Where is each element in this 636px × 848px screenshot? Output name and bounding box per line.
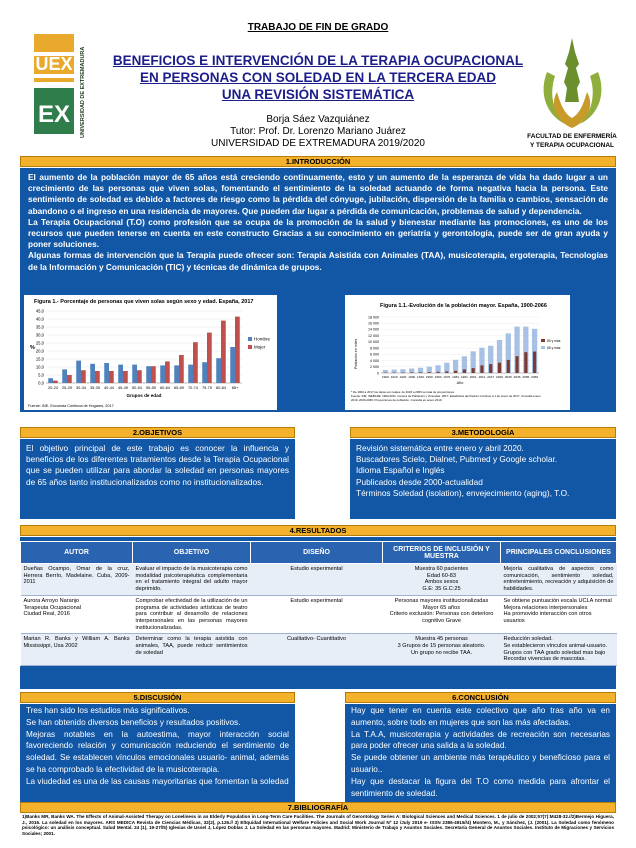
col-header-autor: AUTOR xyxy=(21,542,133,564)
bar-series-0 xyxy=(472,368,475,373)
y-tick-label: 25,0 xyxy=(35,340,44,346)
metodologia-line-4: Publicados desde 2000-actualidad xyxy=(356,476,483,487)
x-tick-label: 2056 xyxy=(522,375,530,379)
bar-series-0 xyxy=(533,352,536,373)
uex-logo-text: UNIVERSIDAD DE EXTREMADURA xyxy=(80,46,86,138)
x-tick-label: 80-84 xyxy=(216,385,226,390)
x-tick-label: 40-44 xyxy=(104,385,114,390)
bar-hombre xyxy=(188,365,193,383)
chart1-source: Fuente: INE. Encuesta Continua de Hogares, 2017 xyxy=(28,404,114,408)
legend-label: 80 y más xyxy=(547,339,561,343)
bar-hombre xyxy=(90,364,95,383)
bar-series-0 xyxy=(436,372,439,373)
bar-series-0 xyxy=(428,372,431,373)
uex-logo-letter-u: UEX xyxy=(35,54,73,74)
conclusion-line-2: La T.A.A, musicoterapia y actividades de recreación son necesarias para poder ofrecer una salida a la soledad. xyxy=(351,729,610,751)
x-tick-label: 1991 xyxy=(460,375,468,379)
bar-hombre xyxy=(132,365,137,383)
bar-mujer xyxy=(193,342,198,383)
discusion-line-3: Mejoras notables en la autoestima, mayor interacción social favoreciendo relación y comunicación reduciendo el sentimiento de soledad. Se establecen vínculos emocionales usuario- animal, además se ha comprobado la efectividad de la musicoterapia. xyxy=(26,729,289,774)
y-axis-label: % xyxy=(30,345,35,351)
y-tick-label: 0,0 xyxy=(38,380,44,386)
bar-mujer xyxy=(95,371,100,383)
table-row xyxy=(21,595,617,634)
x-tick-label: 2017 xyxy=(487,375,495,379)
x-tick-label: 20-24 xyxy=(48,385,58,390)
metodologia-line-3: Idioma Español e Inglés xyxy=(356,465,445,476)
conclusion-line-4: Hay que destacar la figura del T.O como medida para afrontar el sentimiento de soledad. xyxy=(351,776,610,798)
bar-mujer xyxy=(221,321,226,383)
y-tick-label: 20,0 xyxy=(35,348,44,354)
legend-label: 65 y más xyxy=(547,346,561,350)
thesis-label: TRABAJO DE FIN DE GRADO xyxy=(247,22,389,33)
x-tick-label: 70-74 xyxy=(188,385,198,390)
university-year: UNIVERSIDAD DE EXTREMADURA 2019/2020 xyxy=(211,138,425,149)
bar-mujer xyxy=(137,370,142,383)
x-tick-label: 2046 xyxy=(513,375,521,379)
bar-series-1 xyxy=(392,370,397,373)
chart2-note: Fuente: INE: INEBASE: 1900-2011: Censos de Población y Viviendas. 2017: Estadística del Padrón Continuo a 1 de enero de 2017. Consulta enero xyxy=(351,394,541,398)
y-tick-label: 35,0 xyxy=(35,324,44,330)
metodologia-text xyxy=(350,439,616,502)
x-tick-label: 1920 xyxy=(399,375,407,379)
col-header-conclusiones: PRINCIPALES CONCLUSIONES xyxy=(501,542,617,564)
x-tick-label: 1970 xyxy=(443,375,451,379)
x-tick-label: 1960 xyxy=(434,375,442,379)
uex-logo-letters: EX xyxy=(37,101,71,128)
cell-criterios: Personas mayores institucionalizadas Mayor 65 años Criterio exclusión: Personas con deterioro cognitivo Grave xyxy=(383,595,501,634)
poster-title xyxy=(100,52,536,103)
intro-section-title: 1.INTRODUCCIÓN xyxy=(20,156,616,167)
poster-header xyxy=(0,0,636,152)
y-tick-label: 45,0 xyxy=(35,308,44,314)
x-tick-label: 2001 xyxy=(469,375,477,379)
y-tick-label: 2 000 xyxy=(370,365,379,370)
intro-paragraph-1: El aumento de la población mayor de 65 años está creciendo continuamente, esto y un aumento de la esperanza de vida ha dado lugar a un crecimiento de las personas que viven solas, fomentando el sentimiento de la soledad actuando de forma negativa hacia la persona. Este sentimiento de soledad es debido a factores de riesgo como la pérdida del cónyuge, jubilación, dispersión de la familia o cambios, sensación de abandono o el ingreso en una residencia de mayores. Que pueden dar lugar a pérdida de comunicación, problemas de salud y dependencia. xyxy=(28,172,608,216)
y-tick-label: 6 000 xyxy=(370,352,379,357)
x-axis-label: Año xyxy=(456,381,464,385)
bar-series-0 xyxy=(498,363,501,373)
bar-hombre xyxy=(230,347,235,383)
bar-mujer xyxy=(53,381,58,383)
chart2-note: * De 1900 a 2017 los datos son reales; de 2026 a 2066 se trata de proyecciones. xyxy=(351,390,455,394)
x-tick-label: 2066 xyxy=(531,375,539,379)
y-tick-label: 16 000 xyxy=(368,321,379,326)
x-tick-label: 2026 xyxy=(496,375,503,379)
intro-text xyxy=(20,168,616,277)
y-tick-label: 14 000 xyxy=(368,327,379,332)
bar-hombre xyxy=(118,365,123,383)
x-tick-label: 1950 xyxy=(425,375,433,379)
author-name: Borja Sáez Vazquiánez xyxy=(266,114,370,125)
cell-autor: Aurora Arroyo Naranjo Terapeuta Ocupacional Ciudad Real, 2016 xyxy=(21,595,133,634)
bar-series-0 xyxy=(445,371,448,373)
x-tick-label: 85+ xyxy=(231,385,239,390)
legend-swatch xyxy=(248,345,252,349)
cell-objetivo: Evaluar el impacto de la musicoterapia como modalidad psicoterapéutica complementaria en el tratamiento integral del adulto mayor deprimido. xyxy=(133,564,251,596)
bar-series-1 xyxy=(435,365,440,373)
table-row xyxy=(21,564,617,596)
x-tick-label: 65-69 xyxy=(174,385,184,390)
y-tick-label: 10,0 xyxy=(35,364,44,370)
resultados-section-title: 4.RESULTADOS xyxy=(20,525,616,536)
bar-hombre xyxy=(146,366,151,383)
bar-hombre xyxy=(48,378,53,383)
x-tick-label: 55-59 xyxy=(146,385,156,390)
bibliografia-text: 1)Banks MR, Banks WA. The Effects of Animal-Assisted Therapy on Loneliness in an Elderly Population in Long-Term Care Facilities. The Journals of Gerontology Series A: Biological Sciences and Medical Sciences. 1 de julio de 2002;57(7):M428-32.//2)Bermejo Higuera, J., 2016. La soledad en los mayores. ARS MEDICA Revista de Ciencias Médicas, 32(2), p.126.// 3) Eltquidad International Welfare Policies and Social Work Journal Nº 12 /July 2019 e- ISSN 2386-4915//4) Montero, M., y Sánchez, (J. (2001). La Soledad como fenómeno psicológico: un análisis conceptual. Salud Mental. 24 (1), 19-27//5) Iglesias de Ussel J, López Doblas J. La Soledad en las personas mayores. Madrid: Ministerio de Trabajo y Asuntos Sociales. Secretaría General de Asuntos Sociales. Instituto de Migraciones y Servicios Sociales; 2001. xyxy=(20,813,616,841)
bar-mujer xyxy=(81,370,86,383)
bar-mujer xyxy=(123,371,128,383)
metodologia-line-5: Términos Soledad (isolation), envejecimiento (aging), T.O. xyxy=(356,487,570,498)
metodologia-line-2: Buscadores Scielo, Dialnet, Pubmed y Google scholar. xyxy=(356,454,558,465)
bar-series-0 xyxy=(454,371,457,373)
conclusion-panel xyxy=(345,704,616,802)
title-line-1: BENEFICIOS E INTERVENCIÓN DE LA TERAPIA OCUPACIONAL xyxy=(112,53,524,68)
x-tick-label: 2011 xyxy=(478,375,486,379)
bar-series-0 xyxy=(419,372,422,373)
bar-hombre xyxy=(216,358,221,383)
x-tick-label: 2036 xyxy=(504,375,512,379)
faculty-line-2: Y TERAPIA OCUPACIONAL xyxy=(529,142,615,149)
intro-paragraph-3: Algunas formas de intervención que la Terapia puede ofrecer son: Terapia Asistida con Animales (TAA), musicoterapia, ergoterapia, Tecnologías de la Información y Comunicación (TIC) y técnicas de dinámica de grupos. xyxy=(28,250,608,272)
cell-conclusiones: Se obtiene puntuación escala UCLA normal Mejora relaciones interpersonales Ha promovido interacción con otros usuarios xyxy=(501,595,617,634)
bar-series-1 xyxy=(383,370,388,373)
bar-hombre xyxy=(160,365,165,383)
discusion-section-title: 5.DISCUSIÓN xyxy=(20,692,295,703)
col-header-criterios: CRITERIOS DE INCLUSIÓN Y MUESTRA xyxy=(383,542,501,564)
conclusion-line-1: Hay que tener en cuenta este colectivo que año tras año va en aumento, sobre todo en mujeres que son las más afectadas. xyxy=(351,706,610,727)
title-line-3: UNA REVISIÓN SISTEMÁTICA xyxy=(221,87,415,102)
col-header-objetivo: OBJETIVO xyxy=(133,542,251,564)
results-table xyxy=(20,541,617,666)
x-tick-label: 60-64 xyxy=(160,385,170,390)
col-header-diseno: DISEÑO xyxy=(251,542,383,564)
bar-mujer xyxy=(109,371,114,383)
bar-hombre xyxy=(202,362,207,383)
tutor-name: Tutor: Prof. Dr. Lorenzo Mariano Juárez xyxy=(230,126,406,137)
bar-mujer xyxy=(165,361,170,383)
x-tick-label: 1930 xyxy=(408,375,416,379)
bar-series-0 xyxy=(524,352,527,373)
bar-mujer xyxy=(151,366,156,383)
bar-series-1 xyxy=(418,368,423,373)
chart2-title: Figura 1.1.-Evolución de la población mayor. España, 1900-2066 xyxy=(380,303,547,309)
title-line-2: EN PERSONAS CON SOLEDAD EN LA TERCERA EDAD xyxy=(139,70,497,85)
chart1-title: Figura 1.- Porcentaje de personas que viven solas según sexo y edad. España, 2017 xyxy=(34,299,254,305)
bar-series-0 xyxy=(410,372,413,373)
y-tick-label: 8 000 xyxy=(370,346,379,351)
faculty-logo xyxy=(527,32,617,150)
chart-living-alone xyxy=(24,295,277,410)
x-axis-label: Grupos de edad xyxy=(126,393,162,398)
bar-mujer xyxy=(207,333,212,383)
x-tick-label: 25-29 xyxy=(62,385,72,390)
bar-series-0 xyxy=(515,356,518,373)
bar-mujer xyxy=(67,375,72,383)
y-tick-label: 18 000 xyxy=(368,315,379,320)
cell-diseno: Cualitativo- Cuantitativo xyxy=(251,634,383,666)
discusion-line-1: Tres han sido los estudios más significativos. xyxy=(26,706,190,715)
conclusion-text xyxy=(345,704,616,802)
bar-series-1 xyxy=(427,367,432,373)
cell-autor: Marian R. Banks y William A. Banks Mississippi, Usa 2002 xyxy=(21,634,133,666)
bar-series-0 xyxy=(507,360,510,373)
y-tick-label: 5,0 xyxy=(38,372,44,378)
bar-hombre xyxy=(104,363,109,383)
x-tick-label: 75-79 xyxy=(202,385,212,390)
metodologia-line-1: Revisión sistemática entre enero y abril 2020. xyxy=(356,443,524,453)
x-tick-label: 50-54 xyxy=(132,385,142,390)
x-tick-label: 1940 xyxy=(417,375,424,379)
legend-label: Hombre xyxy=(254,336,271,342)
discusion-line-4: La viudedad es una de las causas mayoritarias que fomentan la soledad xyxy=(26,776,289,786)
intro-panel xyxy=(20,168,616,292)
cell-criterios: Muestra 45 personas 3 Grupos de 15 personas aleatorio. Un grupo no recibe TAA. xyxy=(383,634,501,666)
y-tick-label: 0 xyxy=(377,371,379,376)
metodologia-panel xyxy=(350,439,616,519)
discusion-panel xyxy=(20,704,295,802)
chart-population xyxy=(345,295,570,410)
legend-swatch xyxy=(248,337,252,341)
chart2-svg xyxy=(345,295,570,410)
bar-series-0 xyxy=(463,369,466,373)
cell-diseno: Estudio experimental xyxy=(251,595,383,634)
y-tick-label: 4 000 xyxy=(370,358,379,363)
y-axis-label: Población en miles xyxy=(354,338,358,369)
bar-series-0 xyxy=(489,364,492,373)
cell-objetivo: Determinar como la terapia asistida con animales, TAA, puede reducir sentimientos de soledad xyxy=(133,634,251,666)
bar-series-0 xyxy=(480,365,483,373)
y-tick-label: 12 000 xyxy=(368,333,379,338)
intro-paragraph-2: La Terapia Ocupacional (T.O) como profesión que se ocupa de la promoción de la salud y bienestar mediante las promociones, es uno de los recursos que pueden tenerse en cuenta en este constructo Gracias a su conocimiento en geriatría y gerontología, puede ser de gran ayuda y poner soluciones. xyxy=(28,216,608,250)
bar-hombre xyxy=(76,361,81,383)
faculty-line-1: FACULTAD DE ENFERMERÍA xyxy=(527,133,617,140)
bar-series-1 xyxy=(409,369,414,373)
bar-hombre xyxy=(62,369,67,383)
cell-objetivo: Comprobar efectividad de la utilización de un programa de actividades artísticas de teatro para contribuir al desarrollo de relaciones interpersonales en las personas mayores institucionalizadas. xyxy=(133,595,251,634)
x-tick-label: 1981 xyxy=(452,375,460,379)
objetivos-text: El objetivo principal de este trabajo es conocer la influencia y beneficios de los diferentes tratamientos desde la Terapia Ocupacional que se pueden utilizar para abordar la soledad en personas mayores de 65 años tanto institucionalizados como no institucionalizados. xyxy=(26,443,289,487)
bar-series-1 xyxy=(400,369,405,373)
legend-swatch xyxy=(541,346,545,349)
y-tick-label: 10 000 xyxy=(368,340,379,345)
objetivos-section-title: 2.OBJETIVOS xyxy=(20,427,295,438)
legend-swatch xyxy=(541,339,545,342)
table-row xyxy=(21,634,617,666)
cell-conclusiones: Reducción soledad. Se establecieron vínculos animal-usuario. Grupos con TAA grado soledad mas bajo Recordar vivencias de mascotas. xyxy=(501,634,617,666)
cell-criterios: Muestra 60 pacientes Edad 60-83 Ambos sexos G.E: 35 G.C:25 xyxy=(383,564,501,596)
legend-label: Mujer xyxy=(254,344,266,350)
chart1-svg xyxy=(24,295,277,410)
x-tick-label: 45-49 xyxy=(118,385,128,390)
y-tick-label: 40,0 xyxy=(35,316,44,322)
x-tick-label: 30-34 xyxy=(76,385,86,390)
x-tick-label: 1910 xyxy=(390,375,398,379)
bar-mujer xyxy=(235,317,240,383)
chart2-note: 2019. 2026-2066: Proyecciones de población. Consulta en enero 2019. xyxy=(351,398,443,402)
x-tick-label: 1900 xyxy=(381,375,389,379)
conclusion-section-title: 6.CONCLUSIÓN xyxy=(345,692,616,703)
y-tick-label: 30,0 xyxy=(35,332,44,338)
metodologia-section-title: 3.METODOLOGÍA xyxy=(350,427,616,438)
y-tick-label: 15,0 xyxy=(35,356,44,362)
conclusion-line-3: Se puede obtener un ambiente más terapéutico y beneficioso para el usuario.. xyxy=(351,753,610,774)
results-header-row xyxy=(21,542,617,564)
discusion-line-2: Se han obtenido diversos beneficios y resultados positivos. xyxy=(26,717,241,727)
bibliografia-section-title: 7.BIBLIOGRAFÍA xyxy=(20,802,616,813)
cell-conclusiones: Mejoría cualitativa de aspectos como comunicación, sentimiento soledad, entretenimiento, recreación y adquisición de habilidades. xyxy=(501,564,617,596)
discusion-text xyxy=(20,704,295,791)
bar-mujer xyxy=(179,355,184,383)
objetivos-panel xyxy=(20,439,295,519)
bar-hombre xyxy=(174,365,179,383)
x-tick-label: 35-39 xyxy=(90,385,100,390)
cell-autor: Dueñas Ocampo, Omar de la cruz, Herrera Berrío, Madelaine. Cuba, 2009-2011 xyxy=(21,564,133,596)
cell-diseno: Estudio experimental xyxy=(251,564,383,596)
